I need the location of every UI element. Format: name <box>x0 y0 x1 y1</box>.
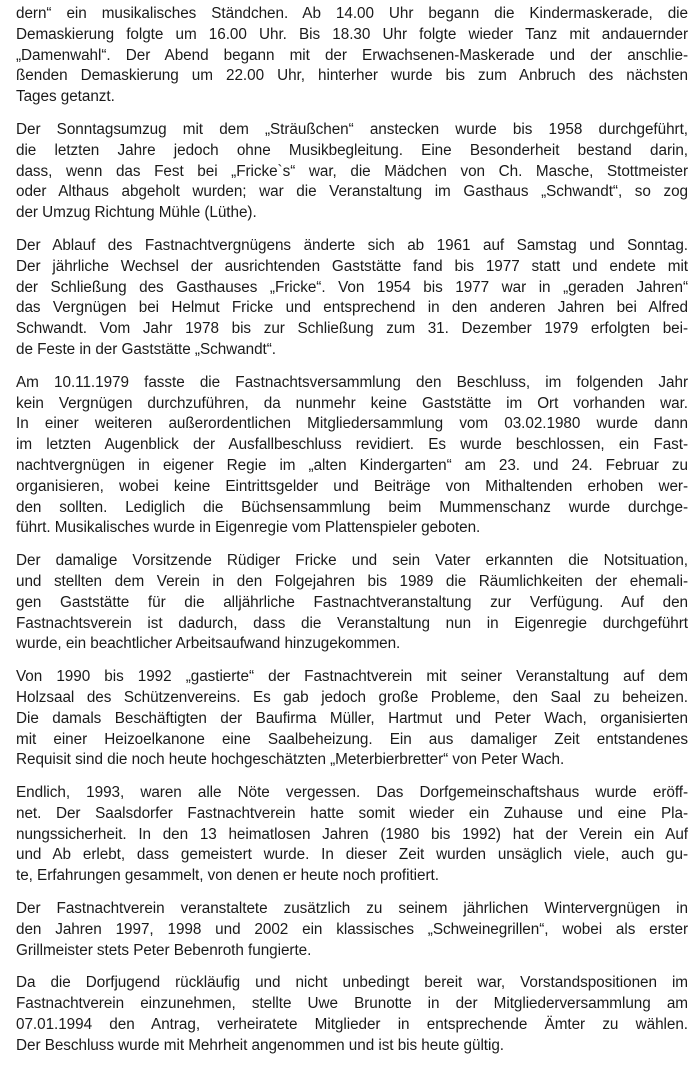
text-line: gen Gaststätte für die alljährliche Fastnachtveranstaltung zur Verfügung. Auf den <box>16 593 688 611</box>
text-line: Endlich, 1993, waren alle Nöte vergessen. Das Dorfgemeinschaftshaus wurde eröff- <box>16 784 688 802</box>
text-line: nungssicherheit. In den 13 heimatlosen Jahren (1980 bis 1992) hat der Verein ein Auf <box>16 825 688 843</box>
text-line: Der damalige Vorsitzende Rüdiger Fricke und sein Vater erkannten die Notsituation, <box>16 552 688 570</box>
text-line: Der Sonntagsumzug mit dem „Sträußchen“ anstecken wurde bis 1958 durchgeführt, <box>16 120 688 138</box>
text-line: Requisit sind die noch heute hochgeschätzten „Meterbierbretter“ von Peter Wach. <box>16 751 565 769</box>
text-line: mit einer Heizoelkanone eine Saalbeheizung. Ein aus damaliger Zeit entstandenes <box>16 730 688 748</box>
text-line: führt. Musikalisches wurde in Eigenregie vom Plattenspieler geboten. <box>16 519 481 537</box>
text-line: organisieren, wobei keine Eintrittsgelder und Beiträge von Mithaltenden erhoben wer- <box>16 477 688 495</box>
text-line: dern“ ein musikalisches Ständchen. Ab 14.00 Uhr begann die Kindermaskerade, die <box>16 5 688 22</box>
paragraph <box>16 236 688 361</box>
paragraph <box>16 4 688 108</box>
text-line: de Feste in der Gaststätte „Schwandt“. <box>16 340 276 358</box>
paragraph <box>16 373 688 539</box>
text-line: Grillmeister stets Peter Bebenroth fungierte. <box>16 941 312 959</box>
text-line: kein Vergnügen durchzuführen, da nunmehr keine Gaststätte im Ort vorhanden war. <box>16 394 688 412</box>
text-line: te, Erfahrungen gesammelt, von denen er heute noch profitiert. <box>16 867 439 885</box>
text-line: den sollten. Lediglich die Büchsensammlung beim Mummenschanz wurde durchge- <box>16 498 688 516</box>
text-line: ßenden Demaskierung um 22.00 Uhr, hinterher wurde bis zum Anbruch des nächsten <box>16 67 688 85</box>
text-line: und stellten dem Verein in den Folgejahren bis 1989 die Räumlichkeiten der ehemali- <box>16 572 688 590</box>
text-line: Der jährliche Wechsel der ausrichtenden Gaststätte fand bis 1977 statt und endete mit <box>16 257 688 275</box>
paragraph <box>16 667 688 771</box>
text-line: dass, wenn das Fest bei „Fricke`s“ war, die Mädchen von Ch. Masche, Stottmeister <box>16 162 688 180</box>
text-line: die letzten Jahre jedoch ohne Musikbegleitung. Eine Besonderheit bestand darin, <box>16 141 688 159</box>
text-line: Von 1990 bis 1992 „gastierte“ der Fastnachtverein mit seiner Veranstaltung auf dem <box>16 668 688 686</box>
text-line: den Jahren 1997, 1998 und 2002 ein klassisches „Schweinegrillen“, wobei als erster <box>16 920 688 938</box>
text-line: Schwandt. Vom Jahr 1978 bis zur Schließung zum 31. Dezember 1979 erfolgten bei- <box>16 320 688 338</box>
text-line: Der Fastnachtverein veranstaltete zusätzlich zu seinem jährlichen Wintervergnügen in <box>16 900 688 918</box>
text-line: In einer weiteren außerordentlichen Mitgliedersammlung vom 03.02.1980 wurde dann <box>16 415 688 433</box>
text-line: Am 10.11.1979 fasste die Fastnachtsversammlung den Beschluss, im folgenden Jahr <box>16 373 688 391</box>
text-line: Fastnachtsverein ist dadurch, dass die Veranstaltung nun in Eigenregie durchgeführt <box>16 614 688 632</box>
text-line: das Vergnügen bei Helmut Fricke und entsprechend in den anderen Jahren bei Alfred <box>16 299 688 317</box>
paragraph <box>16 551 688 655</box>
text-line: 07.01.1994 den Antrag, verheiratete Mitglieder in entsprechende Ämter zu wählen. <box>16 1016 688 1034</box>
text-line: Da die Dorfjugend rückläufig und nicht unbedingt bereit war, Vorstandspositionen im <box>16 974 688 992</box>
text-line: Fastnachtverein einzunehmen, stellte Uwe Brunotte in der Mitgliederversammlung am <box>16 995 688 1013</box>
text-line: der Umzug Richtung Mühle (Lüthe). <box>16 204 257 222</box>
text-line: Holzsaal des Schützenvereins. Es gab jedoch große Probleme, den Saal zu beheizen. <box>16 688 688 706</box>
text-line: oder Althaus abgeholt wurden; war die Veranstaltung im Gasthaus „Schwandt“, so zog <box>16 183 688 201</box>
text-line: net. Der Saalsdorfer Fastnachtverein hatte somit wieder ein Zuhause und eine Pla- <box>16 804 688 822</box>
text-line: im letzten Augenblick der Ausfallbeschluss revidiert. Es wurde beschlossen, ein Fast- <box>16 436 688 454</box>
text-line: und Ab erlebt, dass gemeistert wurde. In dieser Zeit wurden unsäglich viele, auch gu- <box>16 846 688 864</box>
text-line: Demaskierung folgte um 16.00 Uhr. Bis 18.30 Uhr folgte wieder Tanz mit andauernder <box>16 25 688 43</box>
paragraph <box>16 973 688 1056</box>
document-page <box>16 4 688 1069</box>
text-line: wurde, ein beachtlicher Arbeitsaufwand hinzugekommen. <box>16 635 401 653</box>
text-line: Der Ablauf des Fastnachtvergnügens änderte sich ab 1961 auf Samstag und Sonntag. <box>16 236 688 254</box>
text-line: Der Beschluss wurde mit Mehrheit angenommen und ist bis heute gültig. <box>16 1036 505 1054</box>
paragraph <box>16 783 688 887</box>
text-line: Tages getanzt. <box>16 88 115 106</box>
text-line: der Schließung des Gasthauses „Fricke“. Von 1954 bis 1977 war in „geraden Jahren“ <box>16 278 688 296</box>
paragraph <box>16 120 688 224</box>
text-line: nachtvergnügen in eigener Regie im „alten Kindergarten“ am 23. und 24. Februar zu <box>16 456 688 474</box>
text-line: „Damenwahl“. Der Abend begann mit der Erwachsenen-Maskerade und der anschlie- <box>16 46 688 64</box>
paragraph <box>16 899 688 961</box>
text-line: Die damals Beschäftigten der Baufirma Müller, Hartmut und Peter Wach, organisierten <box>16 709 688 727</box>
